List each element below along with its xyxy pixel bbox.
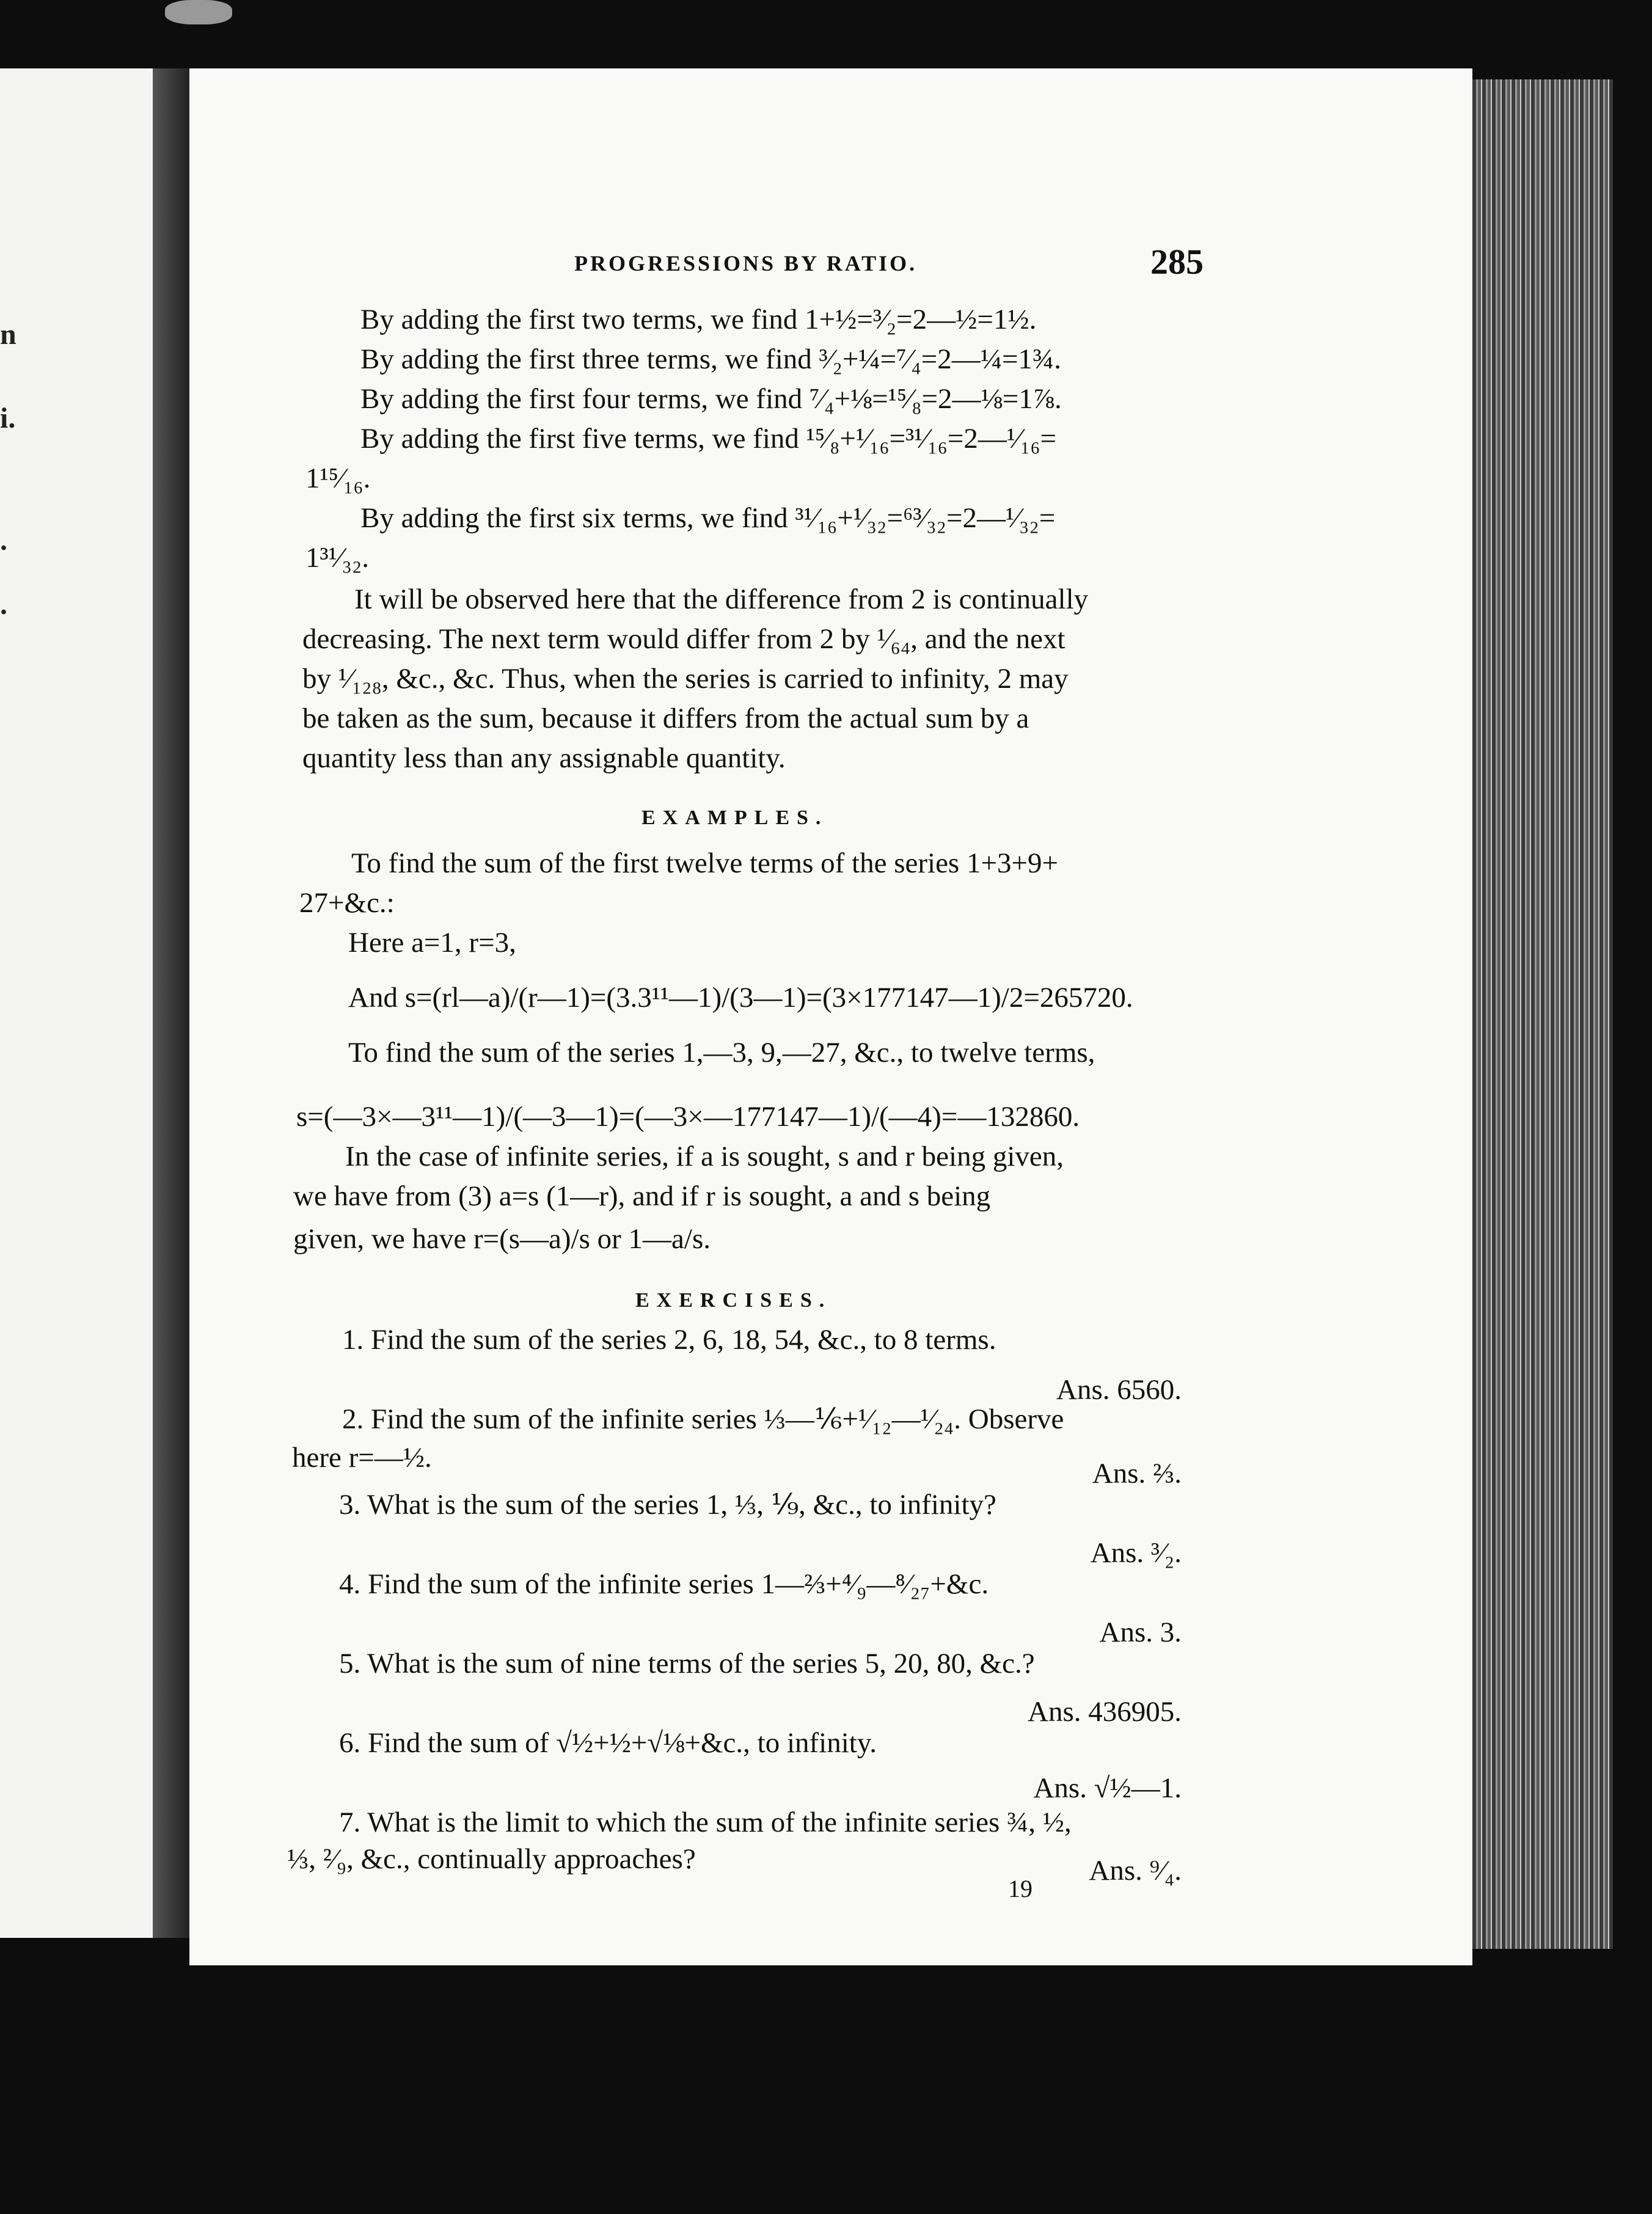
text-line: 1³¹⁄₃₂. [305, 542, 370, 574]
text-line: By adding the first six terms, we find ³¹⁄₁₆+¹⁄₃₂=⁶³⁄₃₂=2—¹⁄₃₂= [360, 502, 1056, 534]
exercise-line: 3. What is the sum of the series 1, ⅓, ⅑, &c., to infinity? [339, 1489, 996, 1521]
examples-heading: EXAMPLES. [641, 806, 828, 829]
example-line: 27+&c.: [299, 887, 395, 919]
left-fragment: i. [0, 402, 16, 434]
exercise-line: 2. Find the sum of the infinite series ⅓—⅙+¹⁄₁₂—¹⁄₂₄. Observe [342, 1403, 1064, 1435]
running-title: PROGRESSIONS BY RATIO. [574, 251, 918, 276]
example-line: To find the sum of the first twelve terms of the series 1+3+9+ [351, 847, 1058, 879]
exercise-line: 4. Find the sum of the infinite series 1—⅔+⁴⁄₉—⁸⁄₂₇+&c. [339, 1568, 989, 1600]
page-edges [1472, 79, 1613, 1949]
book-gutter [153, 68, 189, 1938]
facing-page-edge [0, 68, 153, 1938]
example-line: To find the sum of the series 1,—3, 9,—27, &c., to twelve terms, [348, 1037, 1095, 1069]
page-header [391, 180, 1204, 282]
example-line: And s=(rl—a)/(r—1)=(3.3¹¹—1)/(3—1)=(3×177147—1)/2=265720. [348, 982, 1133, 1014]
text-line: quantity less than any assignable quantity. [302, 742, 786, 774]
left-fragment: . [0, 588, 7, 621]
exercise-line: here r=—½. [292, 1442, 432, 1474]
exercise-answer: Ans. √½—1. [1033, 1772, 1182, 1804]
text-line: By adding the first five terms, we find ¹⁵⁄₈+¹⁄₁₆=³¹⁄₁₆=2—¹⁄₁₆= [360, 423, 1057, 455]
example-line: s=(—3×—3¹¹—1)/(—3—1)=(—3×—177147—1)/(—4)=—132860. [296, 1101, 1080, 1133]
exercise-answer: Ans. 3. [1099, 1617, 1182, 1648]
text-line: It will be observed here that the difference from 2 is continually [354, 583, 1089, 615]
example-line: In the case of infinite series, if a is sought, s and r being given, [345, 1141, 1064, 1172]
left-fragment: . [0, 524, 7, 557]
text-line: By adding the first four terms, we find ⁷⁄₄+⅛=¹⁵⁄₈=2—⅛=1⅞. [360, 383, 1062, 415]
text-line: by ¹⁄₁₂₈, &c., &c. Thus, when the series is carried to infinity, 2 may [302, 663, 1069, 695]
text-line: be taken as the sum, because it differs from the actual sum by a [302, 703, 1029, 734]
example-line: Here a=1, r=3, [348, 927, 516, 959]
exercise-line: 6. Find the sum of √½+½+√⅛+&c., to infinity. [339, 1727, 877, 1759]
left-fragment: n [0, 318, 16, 351]
page-number: 285 [1150, 242, 1204, 282]
exercise-line: 5. What is the sum of nine terms of the series 5, 20, 80, &c.? [339, 1648, 1035, 1679]
exercise-line: 7. What is the limit to which the sum of the infinite series ¾, ½, [339, 1807, 1072, 1838]
exercise-line: 1. Find the sum of the series 2, 6, 18, 54, &c., to 8 terms. [342, 1324, 996, 1356]
exercises-heading: EXERCISES. [635, 1289, 832, 1312]
exercise-line: ⅓, ²⁄₉, &c., continually approaches? [287, 1843, 696, 1875]
example-line: we have from (3) a=s (1—r), and if r is sought, a and s being [293, 1180, 991, 1212]
text-line: By adding the first two terms, we find 1+½=³⁄₂=2—½=1½. [360, 304, 1037, 335]
scan-smudge [165, 0, 232, 24]
exercise-answer: Ans. 6560. [1056, 1374, 1182, 1406]
text-line: By adding the first three terms, we find ³⁄₂+¼=⁷⁄₄=2—¼=1¾. [360, 343, 1061, 375]
exercise-answer: Ans. ³⁄₂. [1090, 1537, 1182, 1569]
example-line: given, we have r=(s—a)/s or 1—a/s. [293, 1223, 711, 1255]
text-line: decreasing. The next term would differ from 2 by ¹⁄₆₄, and the next [302, 623, 1065, 655]
exercise-answer: Ans. ⁹⁄₄. [1089, 1855, 1182, 1887]
exercise-answer: Ans. ⅔. [1092, 1458, 1182, 1489]
signature-mark: 19 [1008, 1875, 1032, 1902]
exercise-answer: Ans. 436905. [1028, 1696, 1182, 1728]
text-line: 1¹⁵⁄₁₆. [305, 462, 371, 494]
